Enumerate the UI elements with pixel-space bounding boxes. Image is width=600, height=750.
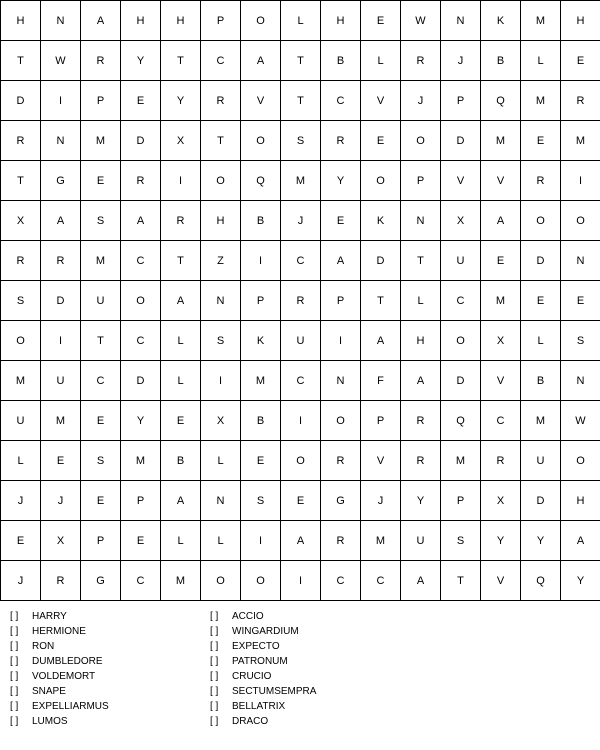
grid-cell[interactable]: L (281, 1, 321, 41)
grid-cell[interactable]: Y (121, 401, 161, 441)
grid-cell[interactable]: M (481, 121, 521, 161)
word-label: BELLATRIX (232, 701, 286, 712)
grid-cell[interactable]: I (321, 321, 361, 361)
grid-cell[interactable]: T (161, 241, 201, 281)
grid-cell[interactable]: M (121, 441, 161, 481)
grid-cell[interactable]: B (521, 361, 561, 401)
grid-cell[interactable]: D (441, 121, 481, 161)
grid-cell[interactable]: M (561, 121, 600, 161)
grid-cell[interactable]: S (561, 321, 600, 361)
grid-cell[interactable]: Q (441, 401, 481, 441)
grid-cell[interactable]: O (361, 161, 401, 201)
grid-cell[interactable]: C (201, 41, 241, 81)
word-checkbox[interactable]: [ ] (10, 656, 19, 667)
grid-row (1, 521, 600, 561)
grid-cell[interactable]: S (201, 321, 241, 361)
grid-cell[interactable]: D (521, 481, 561, 521)
grid-cell[interactable]: I (241, 521, 281, 561)
grid-cell[interactable]: X (481, 481, 521, 521)
grid-cell[interactable]: E (1, 521, 41, 561)
grid-cell[interactable]: M (361, 521, 401, 561)
grid-cell[interactable]: O (241, 561, 281, 601)
grid-row (1, 121, 600, 161)
grid-cell[interactable]: A (121, 201, 161, 241)
word-item (10, 684, 210, 699)
grid-cell[interactable]: W (561, 401, 600, 441)
grid-cell[interactable]: E (241, 441, 281, 481)
grid-cell[interactable]: M (81, 241, 121, 281)
grid-cell[interactable]: M (521, 1, 561, 41)
word-checkbox[interactable]: [ ] (210, 716, 219, 727)
grid-cell[interactable]: T (281, 81, 321, 121)
grid-cell[interactable]: P (81, 81, 121, 121)
grid-cell[interactable]: V (241, 81, 281, 121)
word-label: SECTUMSEMPRA (232, 686, 317, 697)
grid-cell[interactable]: A (161, 281, 201, 321)
grid-cell[interactable]: E (281, 481, 321, 521)
grid-cell[interactable]: Y (481, 521, 521, 561)
grid-cell[interactable]: R (321, 441, 361, 481)
grid-cell[interactable]: M (161, 561, 201, 601)
word-checkbox[interactable]: [ ] (210, 671, 219, 682)
grid-cell[interactable]: M (281, 161, 321, 201)
grid-cell[interactable]: E (521, 121, 561, 161)
grid-row (1, 281, 600, 321)
grid-cell[interactable]: T (201, 121, 241, 161)
grid-cell[interactable]: U (81, 281, 121, 321)
grid-cell[interactable]: P (441, 481, 481, 521)
grid-cell[interactable]: M (441, 441, 481, 481)
grid-cell[interactable]: A (281, 521, 321, 561)
grid-cell[interactable]: R (401, 441, 441, 481)
grid-cell[interactable]: L (361, 41, 401, 81)
word-label: LUMOS (32, 716, 68, 727)
grid-cell[interactable]: T (401, 241, 441, 281)
grid-cell[interactable]: X (441, 201, 481, 241)
grid-cell[interactable]: A (241, 41, 281, 81)
grid-cell[interactable]: O (201, 161, 241, 201)
grid-cell[interactable]: G (41, 161, 81, 201)
grid-cell[interactable]: T (441, 561, 481, 601)
grid-cell[interactable]: L (161, 321, 201, 361)
grid-cell[interactable]: O (241, 121, 281, 161)
grid-cell[interactable]: G (81, 561, 121, 601)
grid-cell[interactable]: D (441, 361, 481, 401)
grid-cell[interactable]: J (401, 81, 441, 121)
grid-cell[interactable]: H (201, 201, 241, 241)
word-item (210, 699, 410, 714)
grid-cell[interactable]: D (41, 281, 81, 321)
grid-cell[interactable]: E (321, 201, 361, 241)
grid-cell[interactable]: T (281, 41, 321, 81)
grid-cell[interactable]: B (241, 401, 281, 441)
grid-cell[interactable]: E (481, 241, 521, 281)
word-label: DUMBLEDORE (32, 656, 103, 667)
grid-cell[interactable]: O (441, 321, 481, 361)
grid-cell[interactable]: M (1, 361, 41, 401)
grid-cell[interactable]: N (561, 241, 600, 281)
grid-cell[interactable]: O (521, 201, 561, 241)
word-checkbox[interactable]: [ ] (210, 611, 219, 622)
grid-cell[interactable]: P (241, 281, 281, 321)
grid-cell[interactable]: J (41, 481, 81, 521)
grid-cell[interactable]: V (481, 161, 521, 201)
grid-cell[interactable]: U (281, 321, 321, 361)
grid-cell[interactable]: Q (241, 161, 281, 201)
grid-cell[interactable]: J (1, 481, 41, 521)
grid-cell[interactable]: D (121, 121, 161, 161)
grid-cell[interactable]: O (561, 441, 600, 481)
grid-cell[interactable]: A (481, 201, 521, 241)
grid-cell[interactable]: D (361, 241, 401, 281)
word-item (210, 639, 410, 654)
word-item (10, 714, 210, 729)
grid-cell[interactable]: E (561, 281, 600, 321)
grid-cell[interactable]: D (1, 81, 41, 121)
grid-cell[interactable]: L (521, 321, 561, 361)
grid-row (1, 41, 600, 81)
grid-cell[interactable]: R (201, 81, 241, 121)
grid-cell[interactable]: O (321, 401, 361, 441)
grid-row (1, 241, 600, 281)
grid-cell[interactable]: E (41, 441, 81, 481)
grid-cell[interactable]: H (161, 1, 201, 41)
word-item (210, 624, 410, 639)
grid-cell[interactable]: Y (561, 561, 600, 601)
grid-cell[interactable]: V (361, 81, 401, 121)
grid-cell[interactable]: L (201, 441, 241, 481)
grid-cell[interactable]: B (321, 41, 361, 81)
grid-cell[interactable]: B (481, 41, 521, 81)
grid-cell[interactable]: O (401, 121, 441, 161)
grid-cell[interactable]: I (241, 241, 281, 281)
word-item (10, 669, 210, 684)
grid-cell[interactable]: M (41, 401, 81, 441)
grid-cell[interactable]: S (281, 121, 321, 161)
grid-cell[interactable]: W (41, 41, 81, 81)
grid-cell[interactable]: C (361, 561, 401, 601)
word-item (10, 609, 210, 624)
word-checkbox[interactable]: [ ] (10, 671, 19, 682)
word-label: HERMIONE (32, 626, 86, 637)
grid-cell[interactable]: E (81, 481, 121, 521)
word-checkbox[interactable]: [ ] (210, 701, 219, 712)
grid-cell[interactable]: E (81, 161, 121, 201)
grid-cell[interactable]: N (201, 481, 241, 521)
grid-cell[interactable]: L (161, 521, 201, 561)
grid-cell[interactable]: L (401, 281, 441, 321)
grid-cell[interactable]: N (401, 201, 441, 241)
grid-cell[interactable]: D (521, 241, 561, 281)
grid-row (1, 201, 600, 241)
grid-cell[interactable]: S (441, 521, 481, 561)
grid-cell[interactable]: V (481, 561, 521, 601)
grid-cell[interactable]: E (121, 81, 161, 121)
grid-cell[interactable]: H (561, 1, 600, 41)
grid-cell[interactable]: P (121, 481, 161, 521)
word-item (10, 654, 210, 669)
word-label: EXPELLIARMUS (32, 701, 109, 712)
grid-cell[interactable]: T (1, 161, 41, 201)
word-checkbox[interactable]: [ ] (10, 701, 19, 712)
grid-cell[interactable]: V (481, 361, 521, 401)
grid-cell[interactable]: A (161, 481, 201, 521)
grid-cell[interactable]: R (1, 241, 41, 281)
grid-cell[interactable]: Y (161, 81, 201, 121)
grid-cell[interactable]: E (361, 1, 401, 41)
grid-cell[interactable]: P (81, 521, 121, 561)
word-item (210, 669, 410, 684)
grid-row (1, 441, 600, 481)
grid-cell[interactable]: E (121, 521, 161, 561)
grid-cell[interactable]: C (321, 561, 361, 601)
word-checkbox[interactable]: [ ] (210, 656, 219, 667)
grid-cell[interactable]: X (41, 521, 81, 561)
grid-cell[interactable]: N (561, 361, 600, 401)
word-checkbox[interactable]: [ ] (210, 686, 219, 697)
grid-cell[interactable]: N (41, 1, 81, 41)
grid-cell[interactable]: X (1, 201, 41, 241)
grid-cell[interactable]: R (401, 401, 441, 441)
grid-cell[interactable]: O (281, 441, 321, 481)
word-checkbox[interactable]: [ ] (10, 716, 19, 727)
grid-cell[interactable]: R (41, 561, 81, 601)
word-label: PATRONUM (232, 656, 288, 667)
grid-cell[interactable]: T (1, 41, 41, 81)
grid-cell[interactable]: A (561, 521, 600, 561)
word-label: DRACO (232, 716, 269, 727)
grid-row (1, 361, 600, 401)
grid-cell[interactable]: U (401, 521, 441, 561)
word-item (210, 714, 410, 729)
grid-cell[interactable]: N (41, 121, 81, 161)
grid-cell[interactable]: P (361, 401, 401, 441)
grid-cell[interactable]: U (41, 361, 81, 401)
word-item (10, 699, 210, 714)
grid-cell[interactable]: R (161, 201, 201, 241)
grid-cell[interactable]: A (321, 241, 361, 281)
grid-cell[interactable]: E (81, 401, 121, 441)
grid-cell[interactable]: A (81, 1, 121, 41)
grid-cell[interactable]: R (121, 161, 161, 201)
word-item (10, 639, 210, 654)
grid-cell[interactable]: C (121, 321, 161, 361)
grid-cell[interactable]: O (241, 1, 281, 41)
word-item (210, 684, 410, 699)
grid-cell[interactable]: M (521, 81, 561, 121)
grid-cell[interactable]: X (481, 321, 521, 361)
word-item (10, 624, 210, 639)
grid-cell[interactable]: H (321, 1, 361, 41)
grid-cell[interactable]: Y (521, 521, 561, 561)
grid-cell[interactable]: K (241, 321, 281, 361)
grid-cell[interactable]: Z (201, 241, 241, 281)
grid-cell[interactable]: C (281, 241, 321, 281)
word-item (210, 609, 410, 624)
grid-cell[interactable]: A (41, 201, 81, 241)
word-label: CRUCIO (232, 671, 272, 682)
grid-row (1, 81, 600, 121)
word-label: HARRY (32, 611, 67, 622)
grid-cell[interactable]: Q (521, 561, 561, 601)
grid-cell[interactable]: M (81, 121, 121, 161)
grid-cell[interactable]: V (361, 441, 401, 481)
grid-cell[interactable]: A (401, 561, 441, 601)
grid-cell[interactable]: B (161, 441, 201, 481)
grid-cell[interactable]: R (41, 241, 81, 281)
grid-cell[interactable]: J (281, 201, 321, 241)
grid-cell[interactable]: U (441, 241, 481, 281)
grid-cell[interactable]: Y (121, 41, 161, 81)
grid-cell[interactable]: P (321, 281, 361, 321)
grid-cell[interactable]: I (41, 81, 81, 121)
grid-cell[interactable]: U (1, 401, 41, 441)
word-label: SNAPE (32, 686, 66, 697)
grid-cell[interactable]: C (481, 401, 521, 441)
grid-cell[interactable]: R (281, 281, 321, 321)
grid-cell[interactable]: R (401, 41, 441, 81)
grid-cell[interactable]: P (201, 1, 241, 41)
grid-cell[interactable]: V (441, 161, 481, 201)
grid-cell[interactable]: R (521, 161, 561, 201)
grid-row (1, 561, 600, 601)
word-label: ACCIO (232, 611, 264, 622)
grid-cell[interactable]: S (1, 281, 41, 321)
grid-cell[interactable]: G (321, 481, 361, 521)
grid-cell[interactable]: I (41, 321, 81, 361)
grid-row (1, 481, 600, 521)
grid-cell[interactable]: E (361, 121, 401, 161)
word-item (210, 654, 410, 669)
grid-cell[interactable]: O (201, 561, 241, 601)
grid-cell[interactable]: M (481, 281, 521, 321)
grid-cell[interactable]: T (81, 321, 121, 361)
grid-cell[interactable]: R (561, 81, 600, 121)
grid-cell[interactable]: R (1, 121, 41, 161)
grid-cell[interactable]: Q (481, 81, 521, 121)
grid-cell[interactable]: C (81, 361, 121, 401)
grid-cell[interactable]: L (1, 441, 41, 481)
word-label: VOLDEMORT (32, 671, 96, 682)
word-label: RON (32, 641, 55, 652)
word-checkbox[interactable]: [ ] (10, 626, 19, 637)
grid-cell[interactable]: M (521, 401, 561, 441)
grid-cell[interactable]: S (81, 201, 121, 241)
grid-cell[interactable]: T (361, 281, 401, 321)
grid-cell[interactable]: A (361, 321, 401, 361)
grid-cell[interactable]: A (401, 361, 441, 401)
word-label: EXPECTO (232, 641, 280, 652)
grid-cell[interactable]: J (1, 561, 41, 601)
grid-cell[interactable]: K (481, 1, 521, 41)
word-checkbox[interactable]: [ ] (10, 611, 19, 622)
grid-cell[interactable]: Y (401, 481, 441, 521)
grid-cell[interactable]: I (561, 161, 600, 201)
grid-cell[interactable]: E (521, 281, 561, 321)
grid-cell[interactable]: H (121, 1, 161, 41)
grid-cell[interactable]: Y (321, 161, 361, 201)
grid-cell[interactable]: C (441, 281, 481, 321)
grid-cell[interactable]: R (321, 521, 361, 561)
word-checkbox[interactable]: [ ] (10, 686, 19, 697)
word-label: WINGARDIUM (232, 626, 299, 637)
grid-cell[interactable]: O (561, 201, 600, 241)
grid-cell[interactable]: W (401, 1, 441, 41)
grid-row (1, 1, 600, 41)
word-checkbox[interactable]: [ ] (10, 641, 19, 652)
grid-cell[interactable]: T (161, 41, 201, 81)
grid-cell[interactable]: C (321, 81, 361, 121)
grid-cell[interactable]: J (361, 481, 401, 521)
grid-cell[interactable]: H (401, 321, 441, 361)
grid-cell[interactable]: H (561, 481, 600, 521)
grid-cell[interactable]: S (81, 441, 121, 481)
grid-cell[interactable]: E (161, 401, 201, 441)
word-list-left-column (10, 609, 210, 729)
grid-cell[interactable]: X (201, 401, 241, 441)
grid-cell[interactable]: C (281, 361, 321, 401)
grid-cell[interactable]: S (241, 481, 281, 521)
grid-cell[interactable]: H (1, 1, 41, 41)
grid-cell[interactable]: J (441, 41, 481, 81)
grid-cell[interactable]: I (161, 161, 201, 201)
grid-cell[interactable]: L (161, 361, 201, 401)
grid-row (1, 321, 600, 361)
word-checkbox[interactable]: [ ] (210, 641, 219, 652)
word-checkbox[interactable]: [ ] (210, 626, 219, 637)
grid-cell[interactable]: R (321, 121, 361, 161)
word-list-right-column (210, 609, 410, 729)
grid-cell[interactable]: L (521, 41, 561, 81)
grid-cell[interactable]: X (161, 121, 201, 161)
grid-cell[interactable]: N (441, 1, 481, 41)
grid-cell[interactable]: F (361, 361, 401, 401)
grid-cell[interactable]: I (281, 561, 321, 601)
grid-cell[interactable]: O (121, 281, 161, 321)
grid-cell[interactable]: I (201, 361, 241, 401)
grid-cell[interactable]: N (201, 281, 241, 321)
grid-cell[interactable]: N (321, 361, 361, 401)
grid-cell[interactable]: P (441, 81, 481, 121)
grid-cell[interactable]: K (361, 201, 401, 241)
grid-cell[interactable]: P (401, 161, 441, 201)
grid-cell[interactable]: O (1, 321, 41, 361)
grid-cell[interactable]: I (281, 401, 321, 441)
grid-cell[interactable]: C (121, 241, 161, 281)
grid-cell[interactable]: R (481, 441, 521, 481)
grid-cell[interactable]: D (121, 361, 161, 401)
grid-cell[interactable]: E (561, 41, 600, 81)
grid-row (1, 401, 600, 441)
grid-cell[interactable]: R (81, 41, 121, 81)
grid-cell[interactable]: M (241, 361, 281, 401)
grid-cell[interactable]: B (241, 201, 281, 241)
grid-cell[interactable]: C (121, 561, 161, 601)
grid-cell[interactable]: L (201, 521, 241, 561)
grid-cell[interactable]: U (521, 441, 561, 481)
grid-row (1, 161, 600, 201)
